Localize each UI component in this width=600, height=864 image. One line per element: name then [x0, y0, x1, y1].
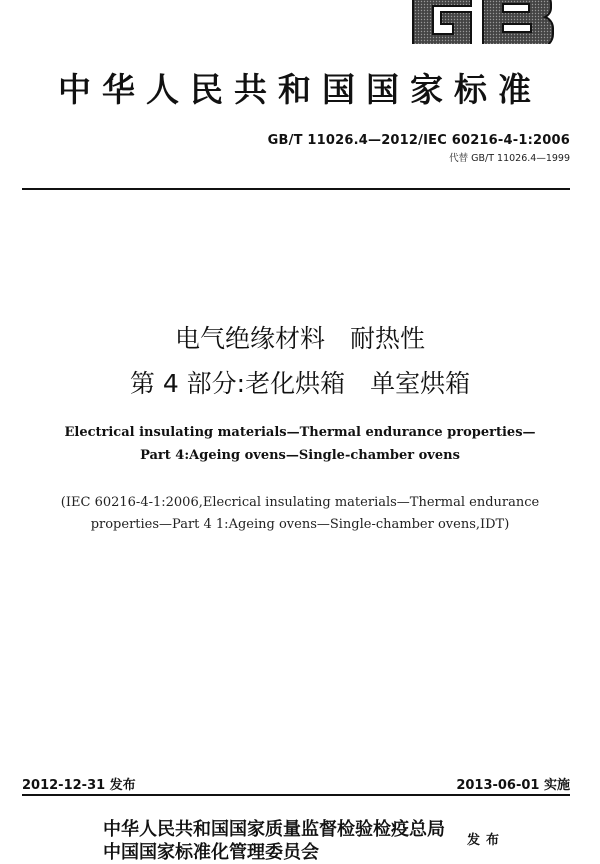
footer-divider	[22, 794, 570, 796]
issuer-line1: 中华人民共和国国家质量监督检验检疫总局	[103, 819, 445, 840]
implementation-date: 2013-06-01 实施	[456, 778, 570, 793]
header-divider	[22, 188, 570, 190]
issue-date: 2012-12-31 发布	[22, 778, 136, 793]
issuer-line2: 中国国家标准化管理委员会	[103, 842, 319, 863]
title-cn-line1: 电气绝缘材料 耐热性	[174, 324, 425, 353]
standard-number: GB/T 11026.4—2012/IEC 60216-4-1:2006	[267, 133, 570, 148]
title-en-line1: Electrical insulating materials—Thermal endurance properties—	[64, 425, 536, 440]
adoption-note-line1: (IEC 60216-4-1:2006,Elecrical insulating materials—Thermal endurance	[60, 495, 540, 510]
adoption-note-line2: properties—Part 4 1:Ageing ovens—Single-chamber ovens,IDT)	[90, 517, 510, 532]
gb-logo	[405, 0, 557, 44]
issue-label: 发布	[467, 833, 506, 848]
standard-category: 中华人民共和国国家标准	[58, 70, 542, 109]
title-en-line2: Part 4:Ageing ovens—Single-chamber ovens	[140, 448, 460, 463]
title-cn-line2: 第 4 部分:老化烘箱 单室烘箱	[129, 369, 471, 398]
replaces-note: 代替 GB/T 11026.4—1999	[449, 153, 570, 164]
